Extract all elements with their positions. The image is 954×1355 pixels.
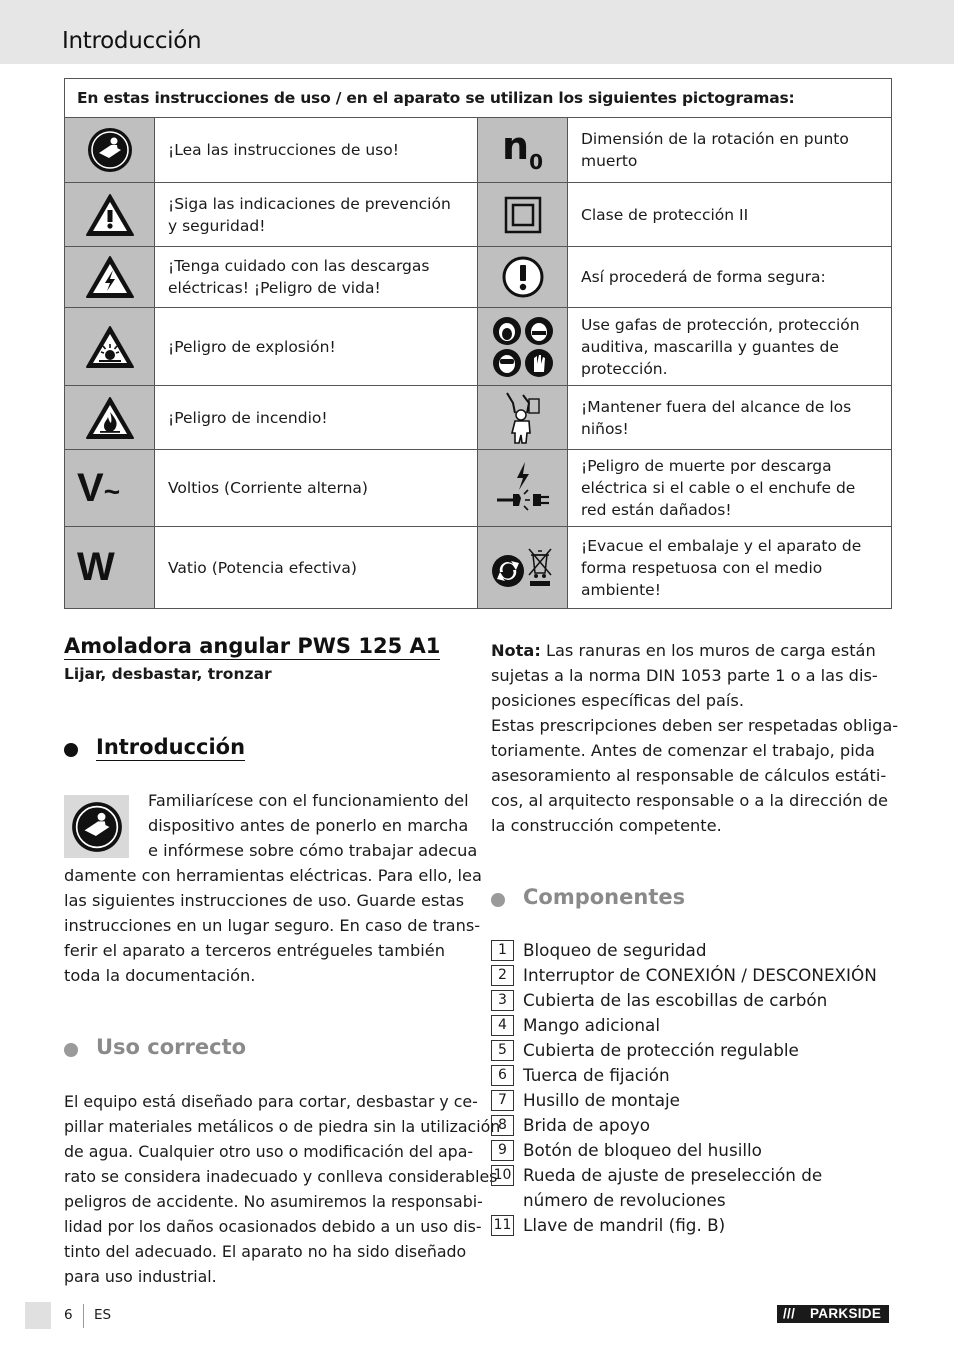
- pictogram-description: Dimensión de la rotación en punto muerto: [568, 118, 892, 183]
- footer-divider: [83, 1304, 84, 1328]
- table-row: [65, 450, 892, 527]
- intro-paragraph: damente con herramientas eléctricas. Para ello, lea las siguientes instrucciones de uso. Guarde estas instrucciones en un lugar seguro. En caso de trans- ferir el aparato a terceros entrégueles también toda la documentación.: [64, 866, 482, 985]
- keep-away-children-icon: [478, 386, 568, 450]
- table-row: [65, 118, 892, 183]
- bullet-icon: [491, 893, 505, 907]
- table-row: [65, 183, 892, 247]
- intro-heading: Introducción: [96, 735, 246, 759]
- pictogram-description: ¡Peligro de muerte por descarga eléctrica si el cable o el enchufe de red están dañados!: [568, 450, 892, 527]
- pictogram-description: ¡Peligro de explosión!: [155, 308, 478, 386]
- proper-use-heading: Uso correcto: [96, 1035, 247, 1059]
- pictogram-description: Voltios (Corriente alterna): [155, 450, 478, 527]
- note-paragraph: Nota: Las ranuras en los muros de carga están sujetas a la norma DIN 1053 parte 1 o a las dis- posiciones específicas del país. Estas prescripciones deben ser respetadas obliga- toriamente. Antes de comenzar el trabajo, pida asesoramiento al responsable de cálculos estáti- cos, al arquitecto responsable o a la dirección de la construcción competente.: [491, 641, 899, 835]
- table-row: [65, 308, 892, 386]
- page-title: Introducción: [62, 28, 202, 54]
- page-number: 6: [64, 1307, 73, 1323]
- note-label: Nota:: [491, 641, 541, 660]
- warning-icon: [65, 183, 155, 247]
- table-row: [65, 247, 892, 308]
- protection-class-ii-icon: [478, 183, 568, 247]
- pictogram-description: ¡Tenga cuidado con las descargas eléctricas! ¡Peligro de vida!: [155, 247, 478, 308]
- language-code: ES: [94, 1307, 112, 1323]
- proper-use-paragraph: El equipo está diseñado para cortar, desbastar y ce- pillar materiales metálicos o de piedra sin la utilización de agua. Cualquier otro uso o modificación del apa- rato se considera inadecuado y conlleva considerables peligros de accidente. No asumiremos la responsabi- lidad por los daños ocasionados debido a un uso dis- tinto del adecuado. El aparato no ha sido diseñado para uso industrial.: [64, 1092, 501, 1286]
- table-row: [65, 386, 892, 450]
- pictogram-description: Use gafas de protección, protección auditiva, mascarilla y guantes de protección.: [568, 308, 892, 386]
- pictogram-description: ¡Mantener fuera del alcance de los niños!: [568, 386, 892, 450]
- mandatory-action-icon: [478, 247, 568, 308]
- pictogram-description: ¡Evacue el embalaje y el aparato de forma respetuosa con el medio ambiente!: [568, 527, 892, 609]
- pictogram-description: ¡Lea las instrucciones de uso!: [155, 118, 478, 183]
- no-load-speed-icon: n0: [478, 118, 568, 183]
- pictogram-description: Así procederá de forma segura:: [568, 247, 892, 308]
- recycling-icon: [478, 527, 568, 609]
- bullet-icon: [64, 1043, 78, 1057]
- pictogram-description: ¡Siga las indicaciones de prevención y seguridad!: [155, 183, 478, 247]
- table-row: [65, 527, 892, 609]
- product-subtitle: Lijar, desbastar, tronzar: [64, 665, 272, 683]
- volts-ac-icon: V~: [65, 450, 155, 527]
- read-manual-icon: [65, 118, 155, 183]
- watt-icon: W: [65, 527, 155, 609]
- intro-paragraph-top: Familiarícese con el funcionamiento del dispositivo antes de ponerlo en marcha e infórmese sobre cómo trabajar adecua: [148, 791, 478, 860]
- electric-shock-icon: [65, 247, 155, 308]
- pictogram-table-heading: En estas instrucciones de uso / en el aparato se utilizan los siguientes pictogramas:: [65, 79, 892, 118]
- damaged-cable-icon: [478, 450, 568, 527]
- pictogram-description: Clase de protección II: [568, 183, 892, 247]
- brand-logo: /// PARKSIDE: [777, 1305, 889, 1323]
- explosion-icon: [65, 308, 155, 386]
- components-heading: Componentes: [523, 885, 686, 909]
- fire-icon: [65, 386, 155, 450]
- product-title: Amoladora angular PWS 125 A1: [64, 634, 441, 658]
- pictogram-description: ¡Peligro de incendio!: [155, 386, 478, 450]
- pictogram-table: [64, 78, 892, 609]
- pictogram-description: Vatio (Potencia efectiva): [155, 527, 478, 609]
- footer-tab-box: [25, 1302, 51, 1329]
- read-manual-icon: [64, 795, 129, 858]
- protective-equipment-icon: [478, 308, 568, 386]
- bullet-icon: [64, 743, 78, 757]
